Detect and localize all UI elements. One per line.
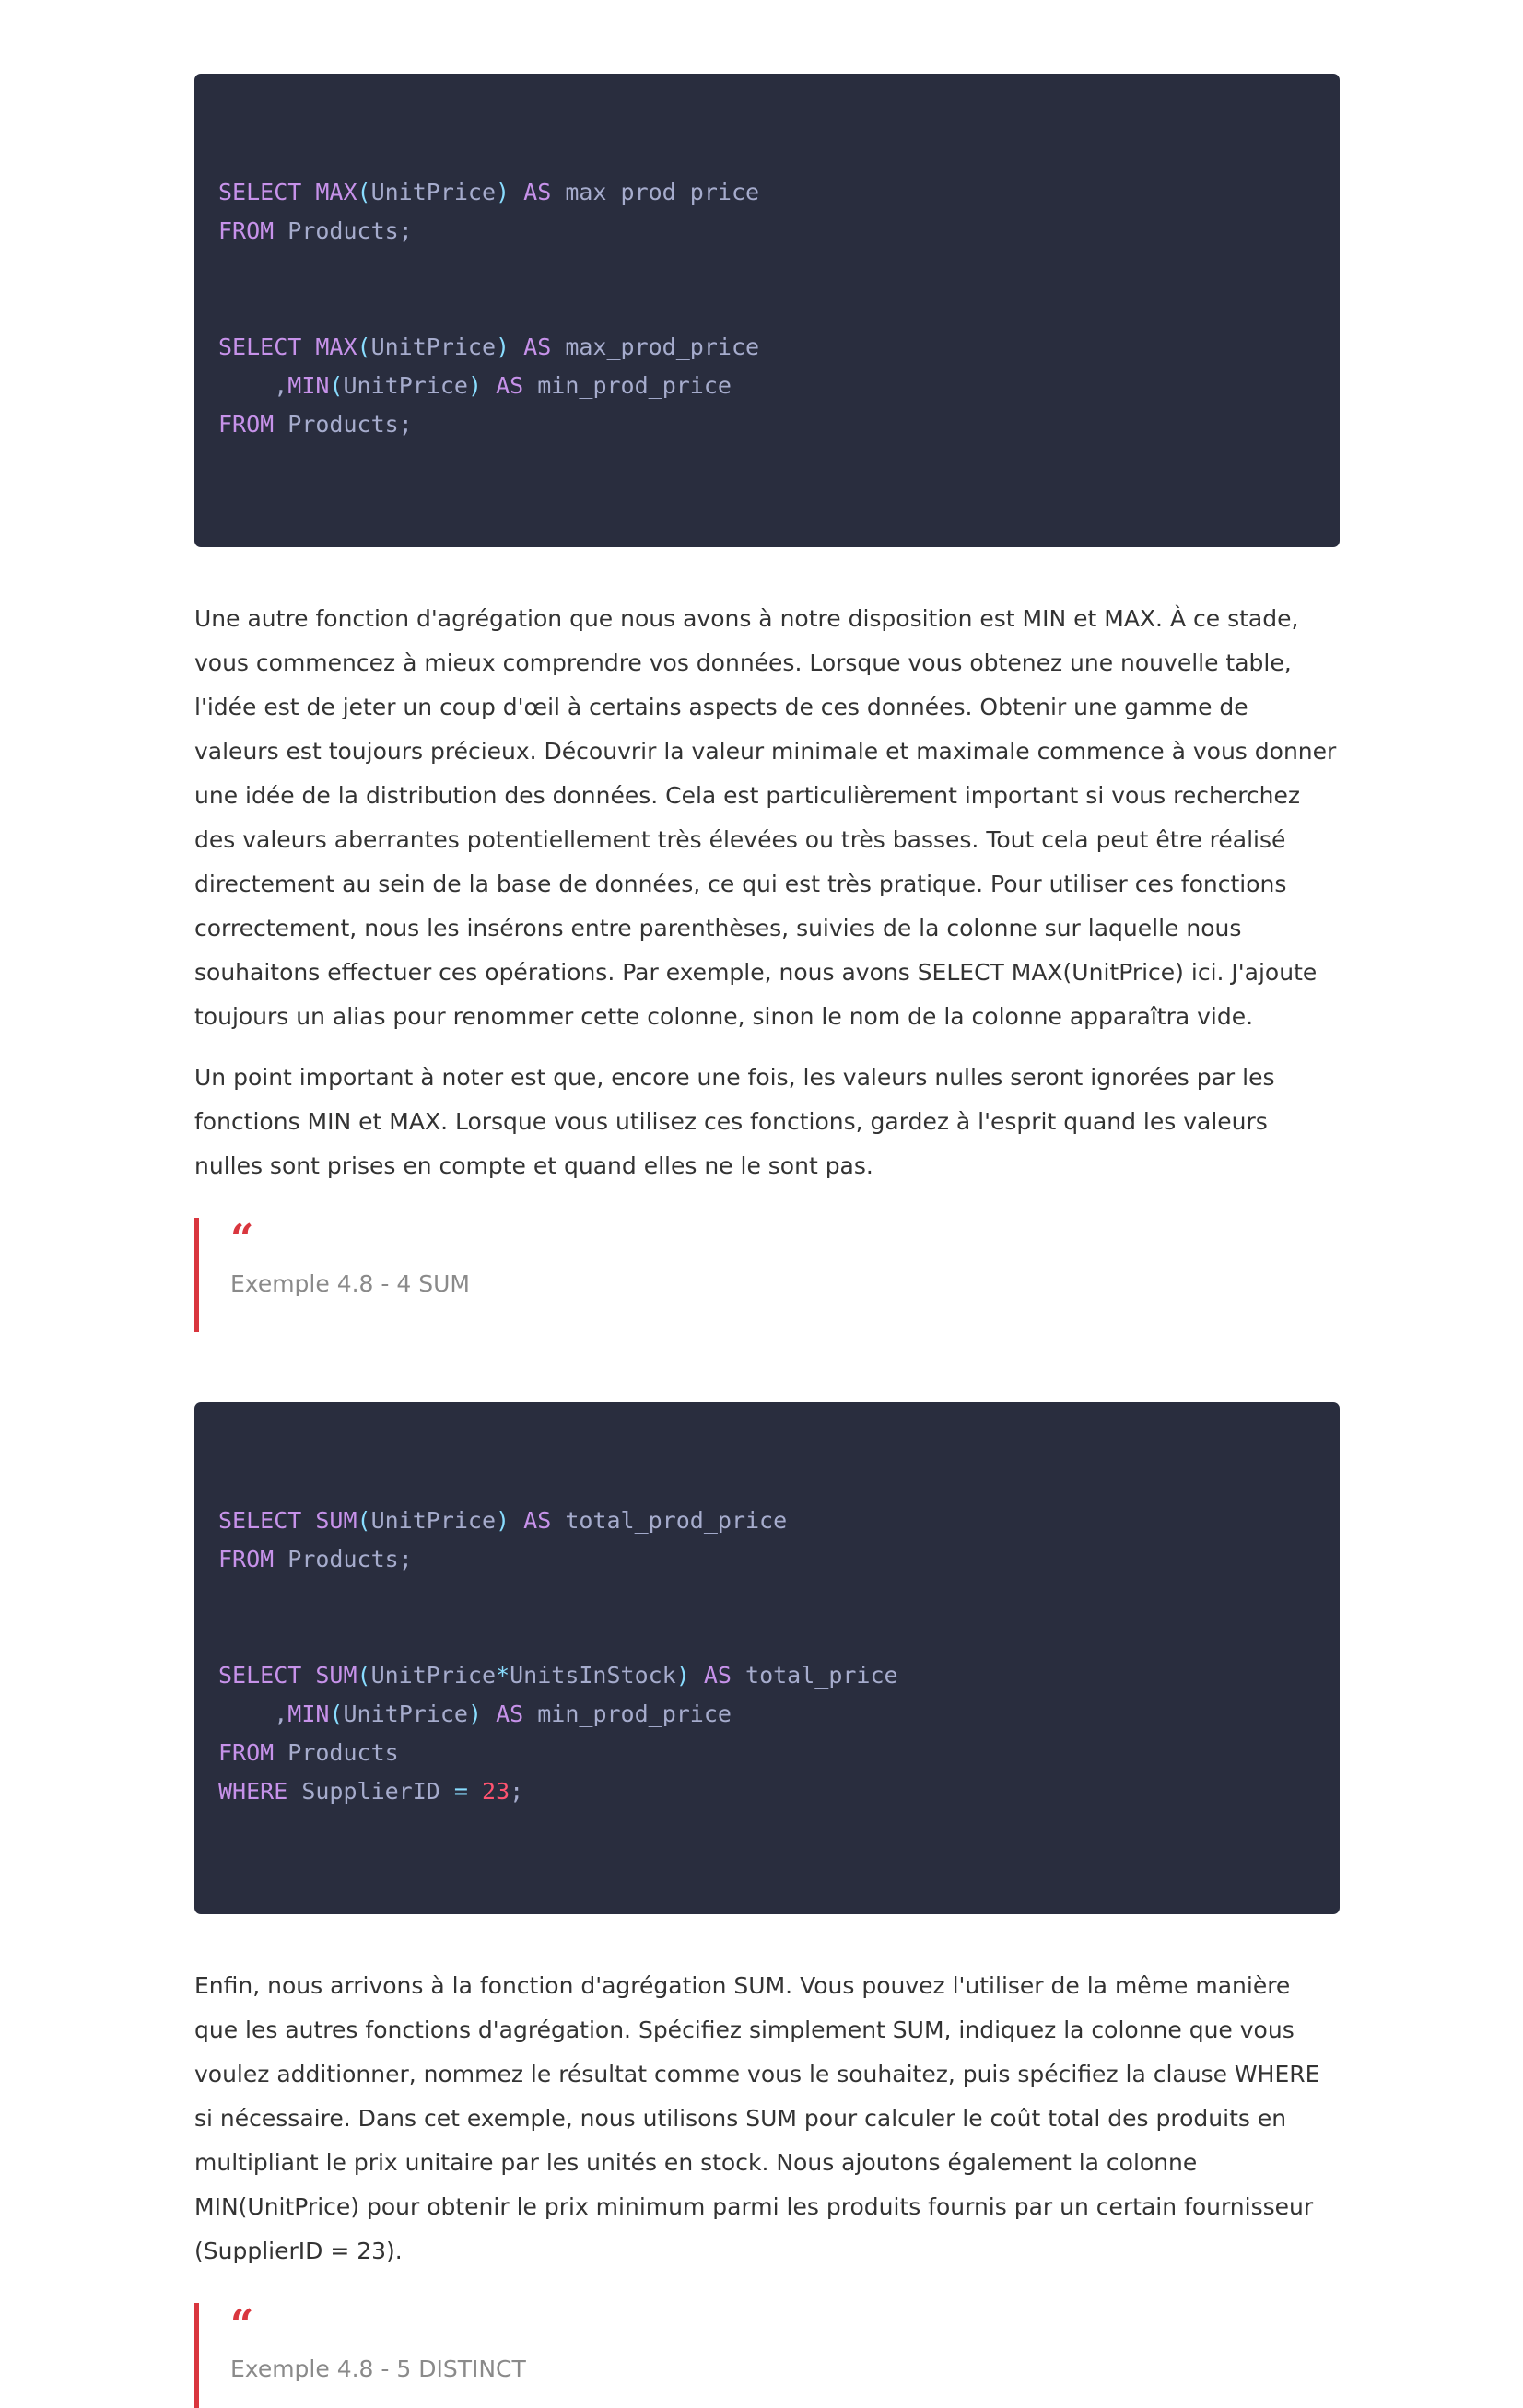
code-token: AS [482,1701,538,1727]
code-token: AS [510,1507,566,1534]
code-token: SELECT [218,1507,316,1534]
code-token: FROM [218,1546,288,1572]
code-token: min_prod_price [537,372,732,399]
code-token: , [218,372,288,399]
code-token: Products; [287,411,413,438]
code-line [218,1540,1316,1579]
code-line [218,1618,1316,1656]
code-line [218,1579,1316,1618]
blockquote-example-distinct [194,2303,1340,2408]
paragraph-min-max-explanation: Une autre fonction d'agrégation que nous avons à notre disposition est MIN et MAX. À ce stade, vous commencez à mieux comprendre vos données. Lorsque vous obtenez une nouvelle table, l'idée est de jeter un coup d'œil à certains aspects de ces données. Obtenir une gamme de valeurs est toujours précieux. Découvrir la valeur minimale et maximale commence à vous donner une idée de la distribution des données. Cela est particulièrement important si vous recherchez des valeurs aberrantes potentiellement très élevées ou très basses. Tout cela peut être réalisé directement au sein de la base de données, ce qui est très pratique. Pour utiliser ces fonctions correctement, nous les insérons entre parenthèses, suivies de la colonne sur laquelle nous souhaitons effectuer ces opérations. Par exemple, nous avons SELECT MAX(UnitPrice) ici. J'ajoute toujours un alias pour renommer cette colonne, sinon le nom de la colonne apparaîtra vide. [194,605,1337,1030]
code-token: ( [357,333,371,360]
code-token: 23 [482,1778,510,1805]
code-token: ( [357,1662,371,1689]
code-token: Products; [287,1546,413,1572]
code-content [218,173,1316,444]
code-line [218,1502,1316,1540]
code-token: UnitsInStock [510,1662,676,1689]
code-token: total_price [745,1662,898,1689]
code-line [218,289,1316,328]
code-token [468,1778,482,1805]
code-token: FROM [218,411,288,438]
code-token: ) [675,1662,690,1689]
code-token: UnitPrice [343,1701,468,1727]
code-token: SupplierID [301,1778,454,1805]
code-block-max-min [194,74,1340,547]
code-token: ) [496,333,510,360]
code-token: UnitPrice [370,1507,497,1534]
code-token: total_prod_price [565,1507,788,1534]
code-token: AS [689,1662,746,1689]
code-token: MIN [287,372,330,399]
code-token: Products; [287,217,413,244]
code-line [218,405,1316,444]
quote-mark-icon: “ [230,1216,254,1263]
document-page [194,74,1340,2408]
code-token: ( [329,1701,344,1727]
code-token: UnitPrice [370,1662,497,1689]
code-token: ( [357,1507,371,1534]
code-token: ) [496,179,510,205]
quote-caption: Exemple 4.8 - 4 SUM [230,1270,470,1297]
code-token: SUM [315,1507,357,1534]
code-line [218,1695,1316,1734]
code-token: AS [510,179,566,205]
code-token: FROM [218,217,288,244]
code-line [218,1772,1316,1811]
code-token: Products [287,1739,399,1766]
code-token: ( [357,179,371,205]
code-token: ) [467,1701,483,1727]
code-line [218,1656,1316,1695]
code-token: MAX [315,333,357,360]
code-token: min_prod_price [537,1701,732,1727]
code-token: MIN [287,1701,330,1727]
code-token: ) [467,372,483,399]
code-token: ; [510,1778,524,1805]
quote-mark-icon: “ [230,2301,254,2348]
code-token: WHERE [218,1778,302,1805]
code-token: SELECT [218,333,316,360]
code-line [218,367,1316,405]
code-line [218,1734,1316,1772]
paragraph-sum-explanation: Enfin, nous arrivons à la fonction d'agrégation SUM. Vous pouvez l'utiliser de la même manière que les autres fonctions d'agrégation. Spécifiez simplement SUM, indiquez la colonne que vous voulez additionner, nommez le résultat comme vous le souhaitez, puis spécifiez la clause WHERE si nécessaire. Dans cet exemple, nous utilisons SUM pour calculer le coût total des produits en multipliant le prix unitaire par les unités en stock. Nous ajoutons également la colonne MIN(UnitPrice) pour obtenir le prix minimum parmi les produits fournis par un certain fournisseur (SupplierID = 23). [194,1972,1320,2264]
code-line [218,251,1316,289]
code-token: AS [482,372,538,399]
code-token: , [218,1701,288,1727]
code-line [218,328,1316,367]
code-token: = [453,1778,468,1805]
paragraph-null-values-note: Un point important à noter est que, encore une fois, les valeurs nulles seront ignorées par les fonctions MIN et MAX. Lorsque vous utilisez ces fonctions, gardez à l'esprit quand les valeurs nulles sont prises en compte et quand elles ne le sont pas. [194,1064,1275,1179]
code-token: SELECT [218,1662,316,1689]
code-token: max_prod_price [565,179,760,205]
code-token: ( [329,372,344,399]
blockquote-example-sum [194,1218,1340,1332]
code-token: * [496,1662,510,1689]
code-content [218,1502,1316,1811]
code-token: UnitPrice [343,372,468,399]
code-token: max_prod_price [565,333,760,360]
code-token: UnitPrice [370,179,497,205]
code-token: UnitPrice [370,333,497,360]
code-token: FROM [218,1739,288,1766]
code-token: SELECT [218,179,316,205]
code-token: ) [496,1507,510,1534]
code-line [218,173,1316,212]
code-token: AS [510,333,566,360]
code-line [218,212,1316,251]
code-block-sum [194,1402,1340,1914]
code-token: MAX [315,179,357,205]
code-token: SUM [315,1662,357,1689]
quote-caption: Exemple 4.8 - 5 DISTINCT [230,2355,526,2382]
